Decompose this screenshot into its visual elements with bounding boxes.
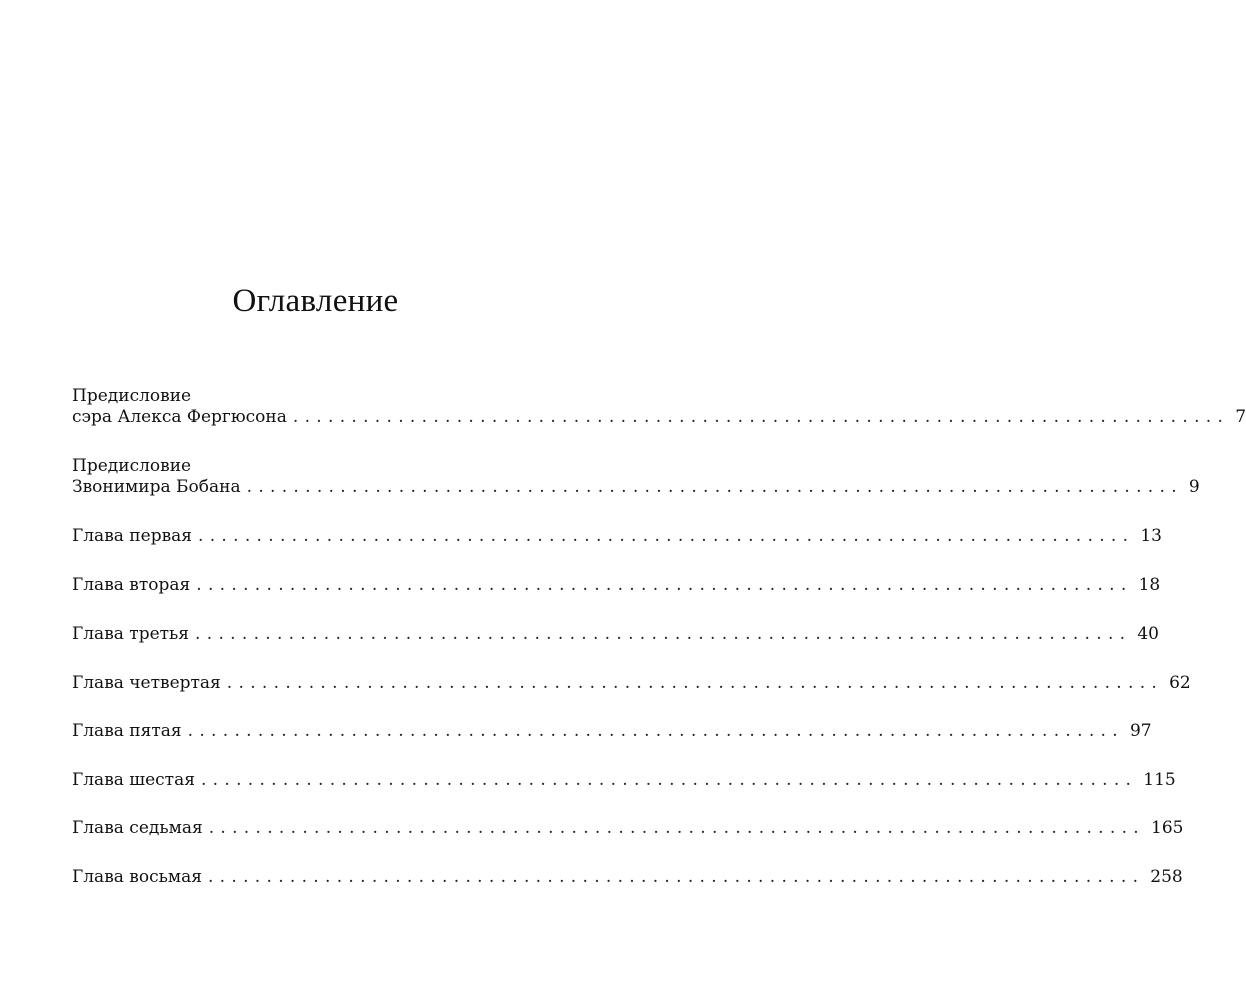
toc-entry-foreword-ferguson: [72, 386, 1246, 428]
toc-entry-chapter-2: [72, 575, 1161, 596]
dot-leader: ................................................................................: [200, 770, 1138, 790]
toc-page-number: 258: [1150, 867, 1183, 887]
dot-leader: ................................................................................: [208, 818, 1145, 838]
toc-entry-foreword-boban: [72, 456, 1200, 498]
toc-entry-prefix: Предисловие: [72, 456, 192, 476]
toc-entry-chapter-5: [72, 721, 1152, 742]
dot-leader: ................................................................................: [187, 721, 1124, 741]
dot-leader: ................................................................................: [195, 624, 1132, 644]
toc-page-number: 62: [1169, 673, 1191, 693]
dot-leader: ................................................................................: [207, 867, 1145, 887]
toc-entry-label: Глава четвертая: [72, 673, 221, 693]
toc-page-number: 9: [1188, 477, 1200, 497]
toc-page-number: 115: [1143, 770, 1176, 790]
toc-page-number: 97: [1129, 721, 1152, 741]
toc-entry-prefix: Предисловие: [72, 386, 192, 406]
dot-leader: ................................................................................: [198, 526, 1135, 546]
toc-entry-label: Глава седьмая: [72, 818, 203, 838]
toc-page-number: 18: [1138, 575, 1161, 595]
toc-entry-label: сэра Алекса Фергюсона: [72, 407, 287, 427]
toc-entry-chapter-8: [72, 867, 1183, 888]
page-title: Оглавление: [232, 283, 399, 319]
toc-entry-chapter-7: [72, 818, 1184, 839]
toc-entry-label: Глава шестая: [72, 770, 195, 790]
dot-leader: ................................................................................: [226, 673, 1164, 693]
toc-entry-label: Звонимира Бобана: [72, 477, 241, 497]
dot-leader: ................................................................................: [246, 477, 1183, 497]
toc-entry-chapter-3: [72, 624, 1159, 645]
dot-leader: ................................................................................: [292, 407, 1230, 427]
toc-page-number: 7: [1235, 407, 1246, 427]
toc-entry-label: Глава третья: [72, 624, 190, 644]
toc-page-number: 13: [1140, 526, 1162, 546]
dot-leader: ................................................................................: [196, 575, 1133, 595]
toc-entry-chapter-4: [72, 673, 1191, 694]
toc-page-number: 40: [1137, 624, 1159, 644]
toc-entry-chapter-6: [72, 770, 1176, 791]
toc-entry-chapter-1: [72, 526, 1162, 547]
toc-entry-label: Глава вторая: [72, 575, 191, 595]
toc-page-number: 165: [1151, 818, 1184, 838]
toc-entry-label: Глава восьмая: [72, 867, 202, 887]
toc-entry-label: Глава пятая: [72, 721, 182, 741]
toc-entry-label: Глава первая: [72, 526, 193, 546]
